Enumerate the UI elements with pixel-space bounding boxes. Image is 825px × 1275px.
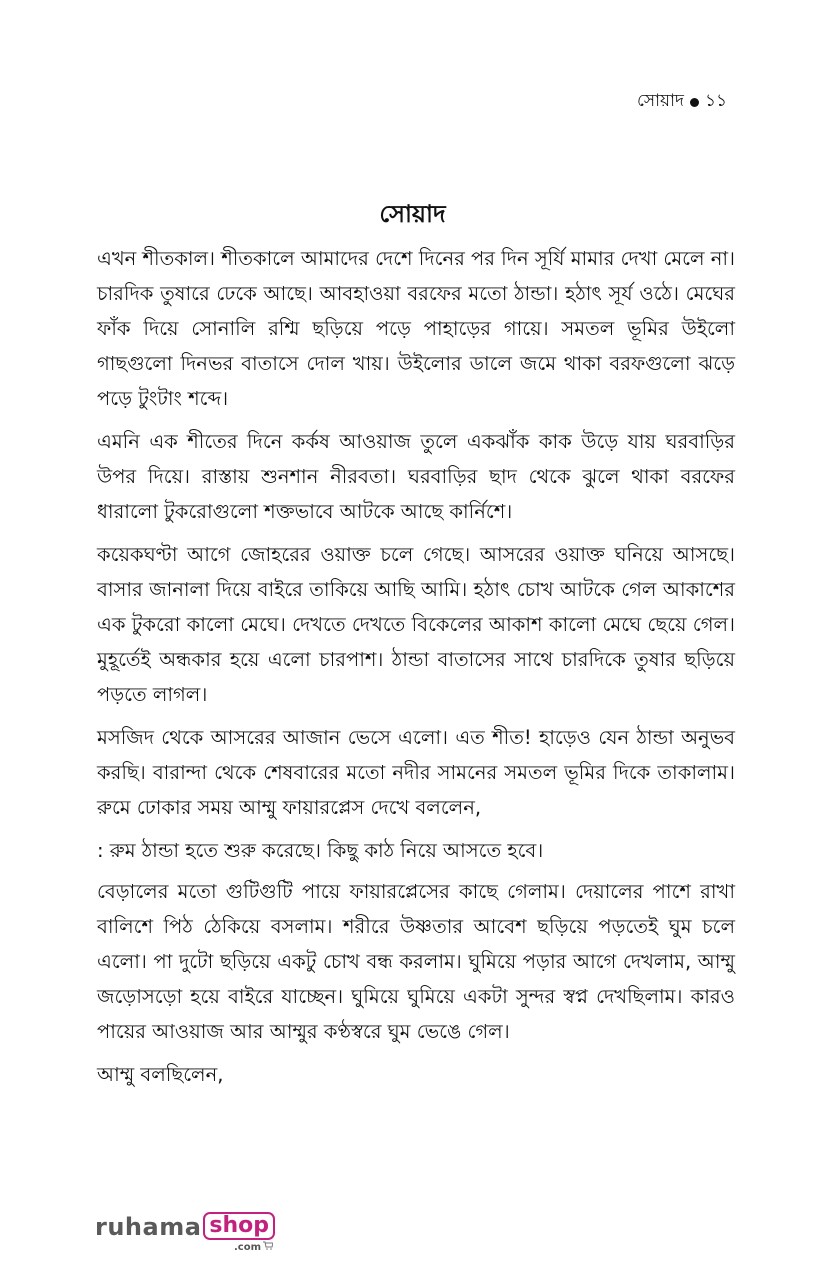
paragraph: মসজিদ থেকে আসরের আজান ভেসে এলো। এত শীত! হাড়েও যেন ঠান্ডা অনুভব করছি। বারান্দা থেকে শেষবারের মতো নদীর সামনের সমতল ভূমির দিকে তাকালাম। রুমে ঢোকার সময় আম্মু ফায়ারপ্লেস দেখে বললেন,	[97, 726, 735, 819]
dialogue-line: : রুম ঠান্ডা হতে শুরু করেছে। কিছু কাঠ নিয়ে আসতে হবে।	[97, 839, 544, 862]
logo-brand-left: ruhama	[95, 1213, 202, 1241]
running-header	[637, 88, 727, 116]
paragraph: এখন শীতকাল। শীতকালে আমাদের দেশে দিনের পর দিন সূর্যি মামার দেখা মেলে না। চারদিক তুষারে ঢেকে আছে। আবহাওয়া বরফের মতো ঠান্ডা। হঠাৎ সূর্য ওঠে। মেঘের ফাঁক দিয়ে সোনালি রশ্মি ছড়িয়ে পড়ে পাহাড়ের গায়ে। সমতল ভূমির উইলো গাছগুলো দিনভর বাতাসে দোল খায়। উইলোর ডালে জমে থাকা বরফগুলো ঝড়ে পড়ে টুংটাং শব্দে।	[97, 247, 736, 410]
ruhamashop-logo	[95, 1212, 275, 1253]
logo-shop-badge	[203, 1212, 275, 1253]
logo-domain-wrap	[234, 1241, 273, 1253]
paragraph: আম্মু বলছিলেন,	[97, 1063, 224, 1086]
bullet-separator-icon	[690, 98, 699, 107]
chapter-title: সোয়াদ	[379, 200, 446, 228]
shopping-cart-icon	[263, 1241, 273, 1253]
logo-domain: .com	[234, 1241, 262, 1253]
paragraph: কয়েকঘণ্টা আগে জোহরের ওয়াক্ত চলে গেছে। আসরের ওয়াক্ত ঘনিয়ে আসছে। বাসার জানালা দিয়ে বাইরে তাকিয়ে আছি আমি। হঠাৎ চোখ আটকে গেল আকাশের এক টুকরো কালো মেঘে। দেখতে দেখতে বিকেলের আকাশ কালো মেঘে ছেয়ে গেল। মুহূর্তেই অন্ধকার হয়ে এলো চারপাশ। ঠান্ডা বাতাসের সাথে চারদিকে তুষার ছড়িয়ে পড়তে লাগল।	[97, 543, 735, 706]
body-text	[97, 241, 735, 1100]
paragraph: বেড়ালের মতো গুটিগুটি পায়ে ফায়ারপ্লেসের কাছে গেলাম। দেয়ালের পাশে রাখা বালিশে পিঠ ঠেকিয়ে বসলাম। শরীরে উষ্ণতার আবেশ ছড়িয়ে পড়তেই ঘুম চলে এলো। পা দুটো ছড়িয়ে একটু চোখ বন্ধ করলাম। ঘুমিয়ে পড়ার আগে দেখলাম, আম্মু জড়োসড়ো হয়ে বাইরে যাচ্ছেন। ঘুমিয়ে ঘুমিয়ে একটা সুন্দর স্বপ্ন দেখছিলাম। কারও পায়ের আওয়াজ আর আম্মুর কণ্ঠস্বরে ঘুম ভেঙে গেল।	[97, 880, 735, 1043]
logo-brand-right: shop	[203, 1212, 275, 1240]
page-number: ১১	[704, 91, 727, 111]
running-title: সোয়াদ	[637, 91, 684, 111]
paragraph: এমনি এক শীতের দিনে কর্কষ আওয়াজ তুলে একঝাঁক কাক উড়ে যায় ঘরবাড়ির উপর দিয়ে। রাস্তায় শুনশান নীরবতা। ঘরবাড়ির ছাদ থেকে ঝুলে থাকা বরফের ধারালো টুকরোগুলো শক্তভাবে আটকে আছে কার্নিশে।	[97, 430, 735, 523]
